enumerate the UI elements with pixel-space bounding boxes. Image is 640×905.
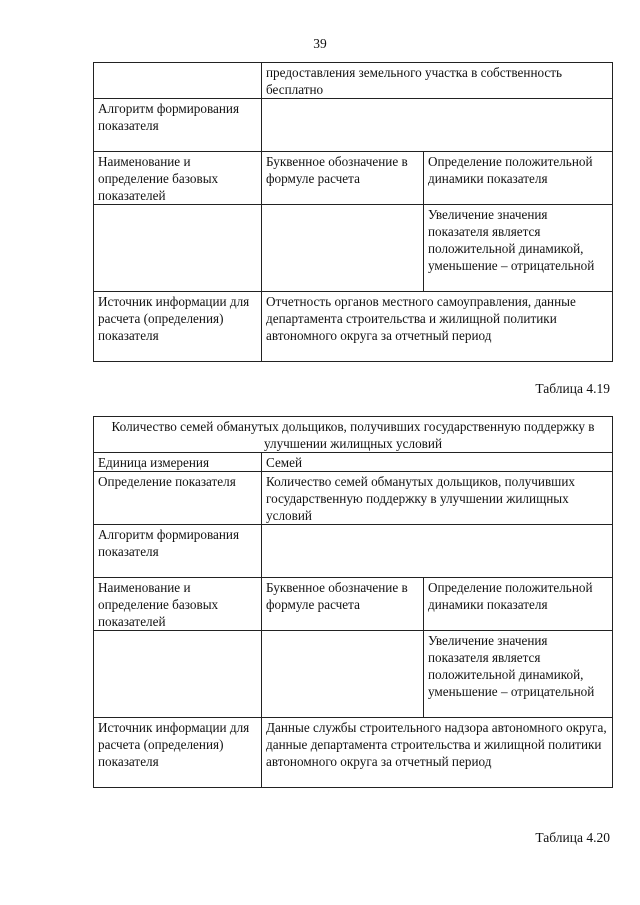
table-row (94, 99, 613, 152)
algorithm-label: Алгоритм формирования показателя (94, 525, 262, 578)
table-row (94, 63, 613, 99)
table-title: Количество семей обманутых дольщиков, получивших государственную поддержку в улучшении жилищных условий (94, 417, 613, 453)
definition-value: Количество семей обманутых дольщиков, получивших государственную поддержку в улучшении жилищных условий (262, 472, 613, 525)
letter-designation-label: Буквенное обозначение в формуле расчета (262, 578, 424, 631)
top-row-text: предоставления земельного участка в собственность бесплатно (262, 63, 613, 99)
source-value: Отчетность органов местного самоуправления, данные департамента строительства и жилищной политики автономного округа за отчетный период (262, 292, 613, 362)
source-label: Источник информации для расчета (определения) показателя (94, 718, 262, 788)
table-row (94, 417, 613, 453)
table-caption-4-20: Таблица 4.20 (535, 830, 610, 845)
table-4-19 (93, 416, 613, 788)
dynamics-label: Определение положительной динамики показателя (424, 152, 613, 205)
table-row (94, 205, 613, 292)
table-row (94, 453, 613, 472)
letter-designation-label: Буквенное обозначение в формуле расчета (262, 152, 424, 205)
unit-value: Семей (262, 453, 613, 472)
table-row (94, 631, 613, 718)
table-caption-4-19: Таблица 4.19 (535, 381, 610, 396)
table-row (94, 472, 613, 525)
algorithm-label: Алгоритм формирования показателя (94, 99, 262, 152)
page-number: 39 (313, 36, 327, 51)
source-label: Источник информации для расчета (определения) показателя (94, 292, 262, 362)
table-row (94, 525, 613, 578)
dynamics-value: Увеличение значения показателя является положительной динамикой, уменьшение – отрицательной (424, 205, 613, 292)
table-row (94, 718, 613, 788)
base-indicators-label: Наименование и определение базовых показателей (94, 152, 262, 205)
dynamics-value: Увеличение значения показателя является положительной динамикой, уменьшение – отрицательной (424, 631, 613, 718)
table-row (94, 292, 613, 362)
table-4-18-continuation (93, 62, 613, 362)
table-row (94, 152, 613, 205)
table-row (94, 578, 613, 631)
base-indicators-label: Наименование и определение базовых показателей (94, 578, 262, 631)
source-value: Данные службы строительного надзора автономного округа, данные департамента строительства и жилищной политики автономного округа за отчетный период (262, 718, 613, 788)
definition-label: Определение показателя (94, 472, 262, 525)
unit-label: Единица измерения (94, 453, 262, 472)
dynamics-label: Определение положительной динамики показателя (424, 578, 613, 631)
